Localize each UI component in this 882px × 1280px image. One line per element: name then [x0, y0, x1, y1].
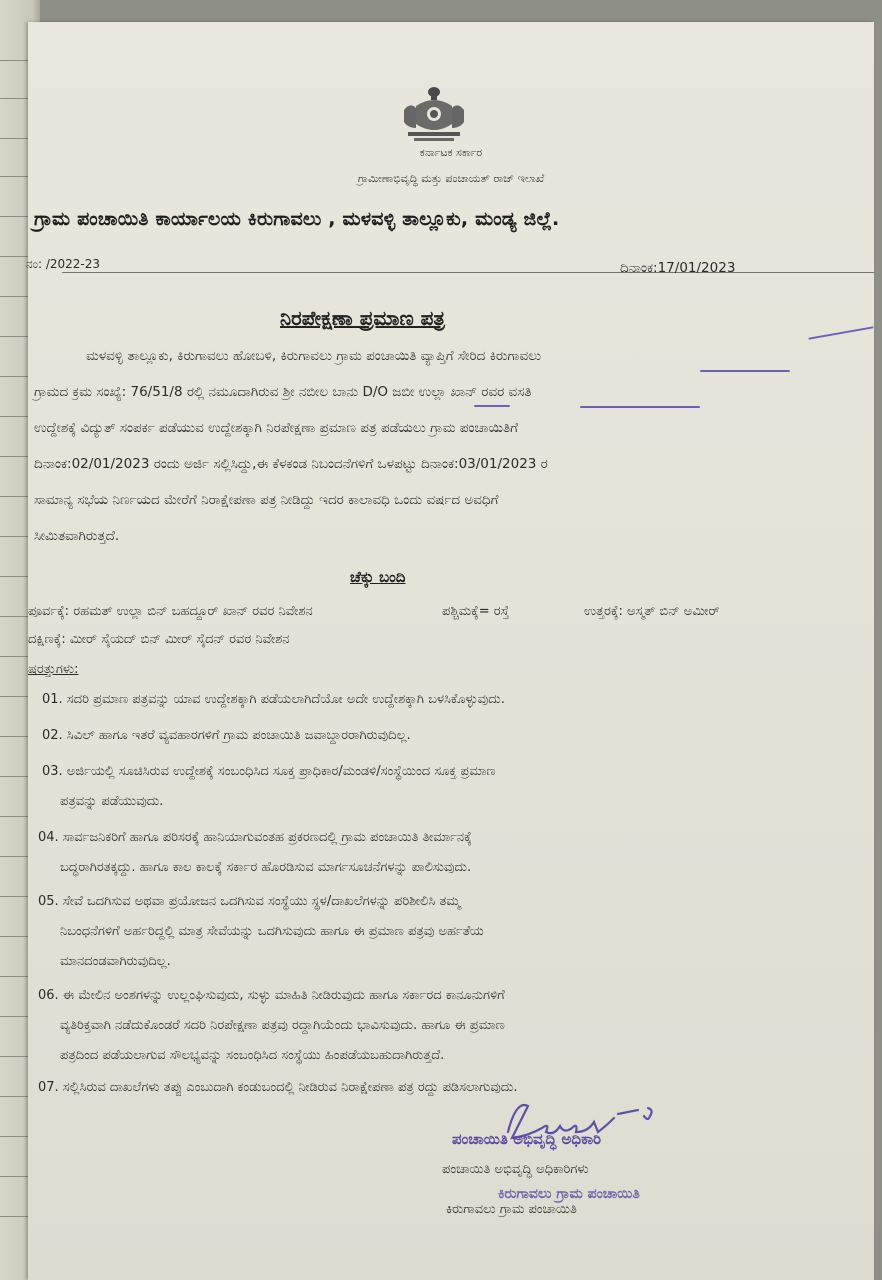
condition-line: ವ್ಯತಿರಿಕ್ತವಾಗಿ ನಡೆದುಕೊಂಡರೆ ಸದರಿ ನಿರಪೇಕ್ಷಣಾ ಪತ್ರವು ರದ್ದಾಗಿಯೆಂದು ಭಾವಿಸುವುದು. ಹಾಗೂ ಈ ಪ್ರಮಾಣ [60, 1018, 505, 1033]
body-line: ಉದ್ದೇಶಕ್ಕೆ ವಿದ್ಯುತ್ ಸಂಪರ್ಕ ಪಡೆಯುವ ಉದ್ದೇಶಕ್ಕಾಗಿ ನಿರಪೇಕ್ಷಣಾ ಪ್ರಮಾಣ ಪತ್ರ ಪಡೆಯಲು ಗ್ರಾಮ ಪಂಚಾಯಿತಿಗೆ [34, 420, 519, 436]
condition-line: 01. ಸದರಿ ಪ್ರಮಾಣ ಪತ್ರವನ್ನು ಯಾವ ಉದ್ದೇಶಕ್ಕಾಗಿ ಪಡೆಯಲಾಗಿದೆಯೋ ಅದೇ ಉದ್ದೇಶಕ್ಕಾಗಿ ಬಳಸಿಕೊಳ್ಳುವುದು. [42, 692, 505, 707]
certificate-page [28, 22, 874, 1280]
reference-number: ನಂ: /2022-23 [26, 257, 101, 271]
body-line: ಸಾಮಾನ್ಯ ಸಭೆಯ ನಿರ್ಣಯದ ಮೇರೆಗೆ ನಿರಾಕ್ಷೇಪಣಾ ಪತ್ರ ನೀಡಿದ್ದು ಇದರ ಕಾಲಾವಧಿ ಒಂದು ವರ್ಷದ ಅವಧಿಗೆ [34, 492, 499, 508]
stamp-line: ಕಿರುಗಾವಲು ಗ್ರಾಮ ಪಂಚಾಯಿತಿ [498, 1186, 640, 1202]
officer-title: ಪಂಚಾಯಿತಿ ಅಭಿವೃದ್ಧಿ ಅಧಿಕಾರಿಗಳು [442, 1162, 589, 1177]
document-title: ನಿರಪೇಕ್ಷಣಾ ಪ್ರಮಾಣ ಪತ್ರ [280, 306, 445, 330]
condition-line: 07. ಸಲ್ಲಿಸಿರುವ ದಾಖಲೆಗಳು ತಪ್ಪು ಎಂಬುದಾಗಿ ಕಂಡುಬಂದಲ್ಲಿ ನೀಡಿರುವ ನಿರಾಕ್ಷೇಪಣಾ ಪತ್ರ ರದ್ದು ಪಡಿಸಲಾಗುವುದು. [38, 1080, 518, 1095]
boundary-west: ಪಶ್ಚಿಮಕ್ಕೆ= ರಸ್ತೆ [442, 604, 510, 619]
body-line: ದಿನಾಂಕ:02/01/2023 ರಂದು ಅರ್ಜಿ ಸಲ್ಲಿಸಿದ್ದು,ಈ ಕೆಳಕಂಡ ನಿಬಂದನೆಗಳಿಗೆ ಒಳಪಟ್ಟು ದಿನಾಂಕ:03/01/2023 ರ [34, 456, 548, 472]
boundary-north: ಉತ್ತರಕ್ಕೆ: ಅಸ್ಮತ್ ಬಿನ್ ಅಮೀರ್ [584, 604, 720, 619]
condition-line: ಪತ್ರವನ್ನು ಪಡೆಯುವುದು. [60, 794, 164, 809]
boundary-south: ದಕ್ಷಿಣಕ್ಕೆ: ಮೀರ್ ಸೈಯದ್ ಬಿನ್ ಮೀರ್ ಸೈದನ್ ರವರ ನಿವೇಶನ [28, 632, 290, 647]
header-divider [62, 272, 874, 273]
office-heading: ಗ್ರಾಮ ಪಂಚಾಯಿತಿ ಕಾರ್ಯಾಲಯ ಕಿರುಗಾವಲು , ಮಳವಳ್ಳಿ ತಾಲ್ಲೂಕು, ಮಂಡ್ಯ ಜಿಲ್ಲೆ. [34, 208, 560, 230]
officer-office: ಕಿರುಗಾವಲು ಗ್ರಾಮ ಪಂಚಾಯಿತಿ [446, 1202, 577, 1217]
conditions-heading: ಷರತ್ತುಗಳು: [28, 662, 79, 677]
body-line: ಮಳವಳ್ಳಿ ತಾಲ್ಲೂಕು, ಕಿರುಗಾವಲು ಹೋಬಳಿ, ಕಿರುಗಾವಲು ಗ್ರಾಮ ಪಂಚಾಯಿತಿ ವ್ಯಾಪ್ತಿಗೆ ಸೇರಿದ ಕಿರುಗಾವಲು [86, 348, 542, 364]
condition-line: 05. ಸೇವೆ ಒದಗಿಸುವ ಅಥವಾ ಪ್ರಯೋಜನ ಒದಗಿಸುವ ಸಂಸ್ಥೆಯು ಸ್ಥಳ/ದಾಖಲೆಗಳನ್ನು ಪರಿಶೀಲಿಸಿ ತಮ್ಮ [38, 894, 461, 909]
department-name: ಗ್ರಾಮೀಣಾಭಿವೃದ್ಧಿ ಮತ್ತು ಪಂಚಾಯತ್ ರಾಜ್ ಇಲಾಖೆ [357, 172, 545, 185]
pen-underline [580, 406, 700, 408]
boundary-east: ಪೂರ್ವಕ್ಕೆ: ರಹಮತ್ ಉಲ್ಲಾ ಬಿನ್ ಬಹದ್ದೂರ್ ಖಾನ್ ರವರ ನಿವೇಶನ [28, 604, 313, 619]
condition-line: ನಿಬಂಧನೆಗಳಿಗೆ ಅರ್ಹರಿದ್ದಲ್ಲಿ ಮಾತ್ರ ಸೇವೆಯನ್ನು ಒದಗಿಸುವುದು ಹಾಗೂ ಈ ಪ್ರಮಾಣ ಪತ್ರವು ಅರ್ಹತೆಯ [60, 924, 484, 939]
condition-line: 06. ಈ ಮೇಲಿನ ಅಂಶಗಳನ್ನು ಉಲ್ಲಂಘಿಸುವುದು, ಸುಳ್ಳು ಮಾಹಿತಿ ನೀಡಿರುವುದು ಹಾಗೂ ಸರ್ಕಾರದ ಕಾನೂನುಗಳಿಗೆ [38, 988, 505, 1003]
pen-stroke [808, 326, 873, 339]
condition-line: ಮಾನದಂಡವಾಗಿರುವುದಿಲ್ಲ. [60, 954, 171, 969]
pen-underline [700, 370, 790, 372]
issue-date: ದಿನಾಂಕ:17/01/2023 [620, 260, 736, 276]
condition-line: 04. ಸಾರ್ವಜನಿಕರಿಗೆ ಹಾಗೂ ಪರಿಸರಕ್ಕೆ ಹಾನಿಯಾಗುವಂತಹ ಪ್ರಕರಣದಲ್ಲಿ ಗ್ರಾಮ ಪಂಚಾಯಿತಿ ತೀರ್ಮಾನಕ್ಕೆ [38, 830, 472, 845]
condition-line: 02. ಸಿವಿಲ್ ಹಾಗೂ ಇತರೆ ವ್ಯವಹಾರಗಳಿಗೆ ಗ್ರಾಮ ಪಂಚಾಯಿತಿ ಜವಾಬ್ದಾರರಾಗಿರುವುದಿಲ್ಲ. [42, 728, 411, 743]
state-emblem-icon [398, 84, 470, 148]
pen-underline [474, 405, 510, 407]
body-line: ಸೀಮಿತವಾಗಿರುತ್ತದೆ. [34, 528, 120, 544]
stamp-line: ಪಂಚಾಯಿತಿ ಅಭಿವೃದ್ಧಿ ಅಧಿಕಾರಿ [452, 1130, 602, 1148]
body-line: ಗ್ರಾಮದ ಕ್ರಮ ಸಂಖ್ಯೆ: 76/51/8 ರಲ್ಲಿ ನಮೂದಾಗಿರುವ ಶ್ರೀ ನಬೀಲ ಬಾನು D/O ಜಬೀ ಉಲ್ಲಾ ಖಾನ್ ರವರ ವಸತಿ [34, 384, 532, 400]
government-name: ಕರ್ನಾಟಕ ಸರ್ಕಾರ [419, 146, 483, 159]
boundaries-title: ಚೆಕ್ಕು ಬಂದಿ [350, 568, 406, 586]
condition-line: 03. ಅರ್ಜಿಯಲ್ಲಿ ಸೂಚಿಸಿರುವ ಉದ್ದೇಶಕ್ಕೆ ಸಂಬಂಧಿಸಿದ ಸೂಕ್ತ ಪ್ರಾಧಿಕಾರ/ಮಂಡಳಿ/ಸಂಸ್ಥೆಯಿಂದ ಸೂಕ್ತ ಪ್ರಮಾಣ [42, 764, 496, 779]
condition-line: ಬದ್ಧರಾಗಿರತಕ್ಕದ್ದು. ಹಾಗೂ ಕಾಲ ಕಾಲಕ್ಕೆ ಸರ್ಕಾರ ಹೊರಡಿಸುವ ಮಾರ್ಗಸೂಚನೆಗಳನ್ನು ಪಾಲಿಸುವುದು. [60, 860, 472, 875]
condition-line: ಪತ್ರದಿಂದ ಪಡೆಯಲಾಗುವ ಸೌಲಭ್ಯವನ್ನು ಸಂಬಂಧಿಸಿದ ಸಂಸ್ಥೆಯು ಹಿಂಪಡೆಯಬಹುದಾಗಿರುತ್ತದೆ. [60, 1048, 445, 1063]
